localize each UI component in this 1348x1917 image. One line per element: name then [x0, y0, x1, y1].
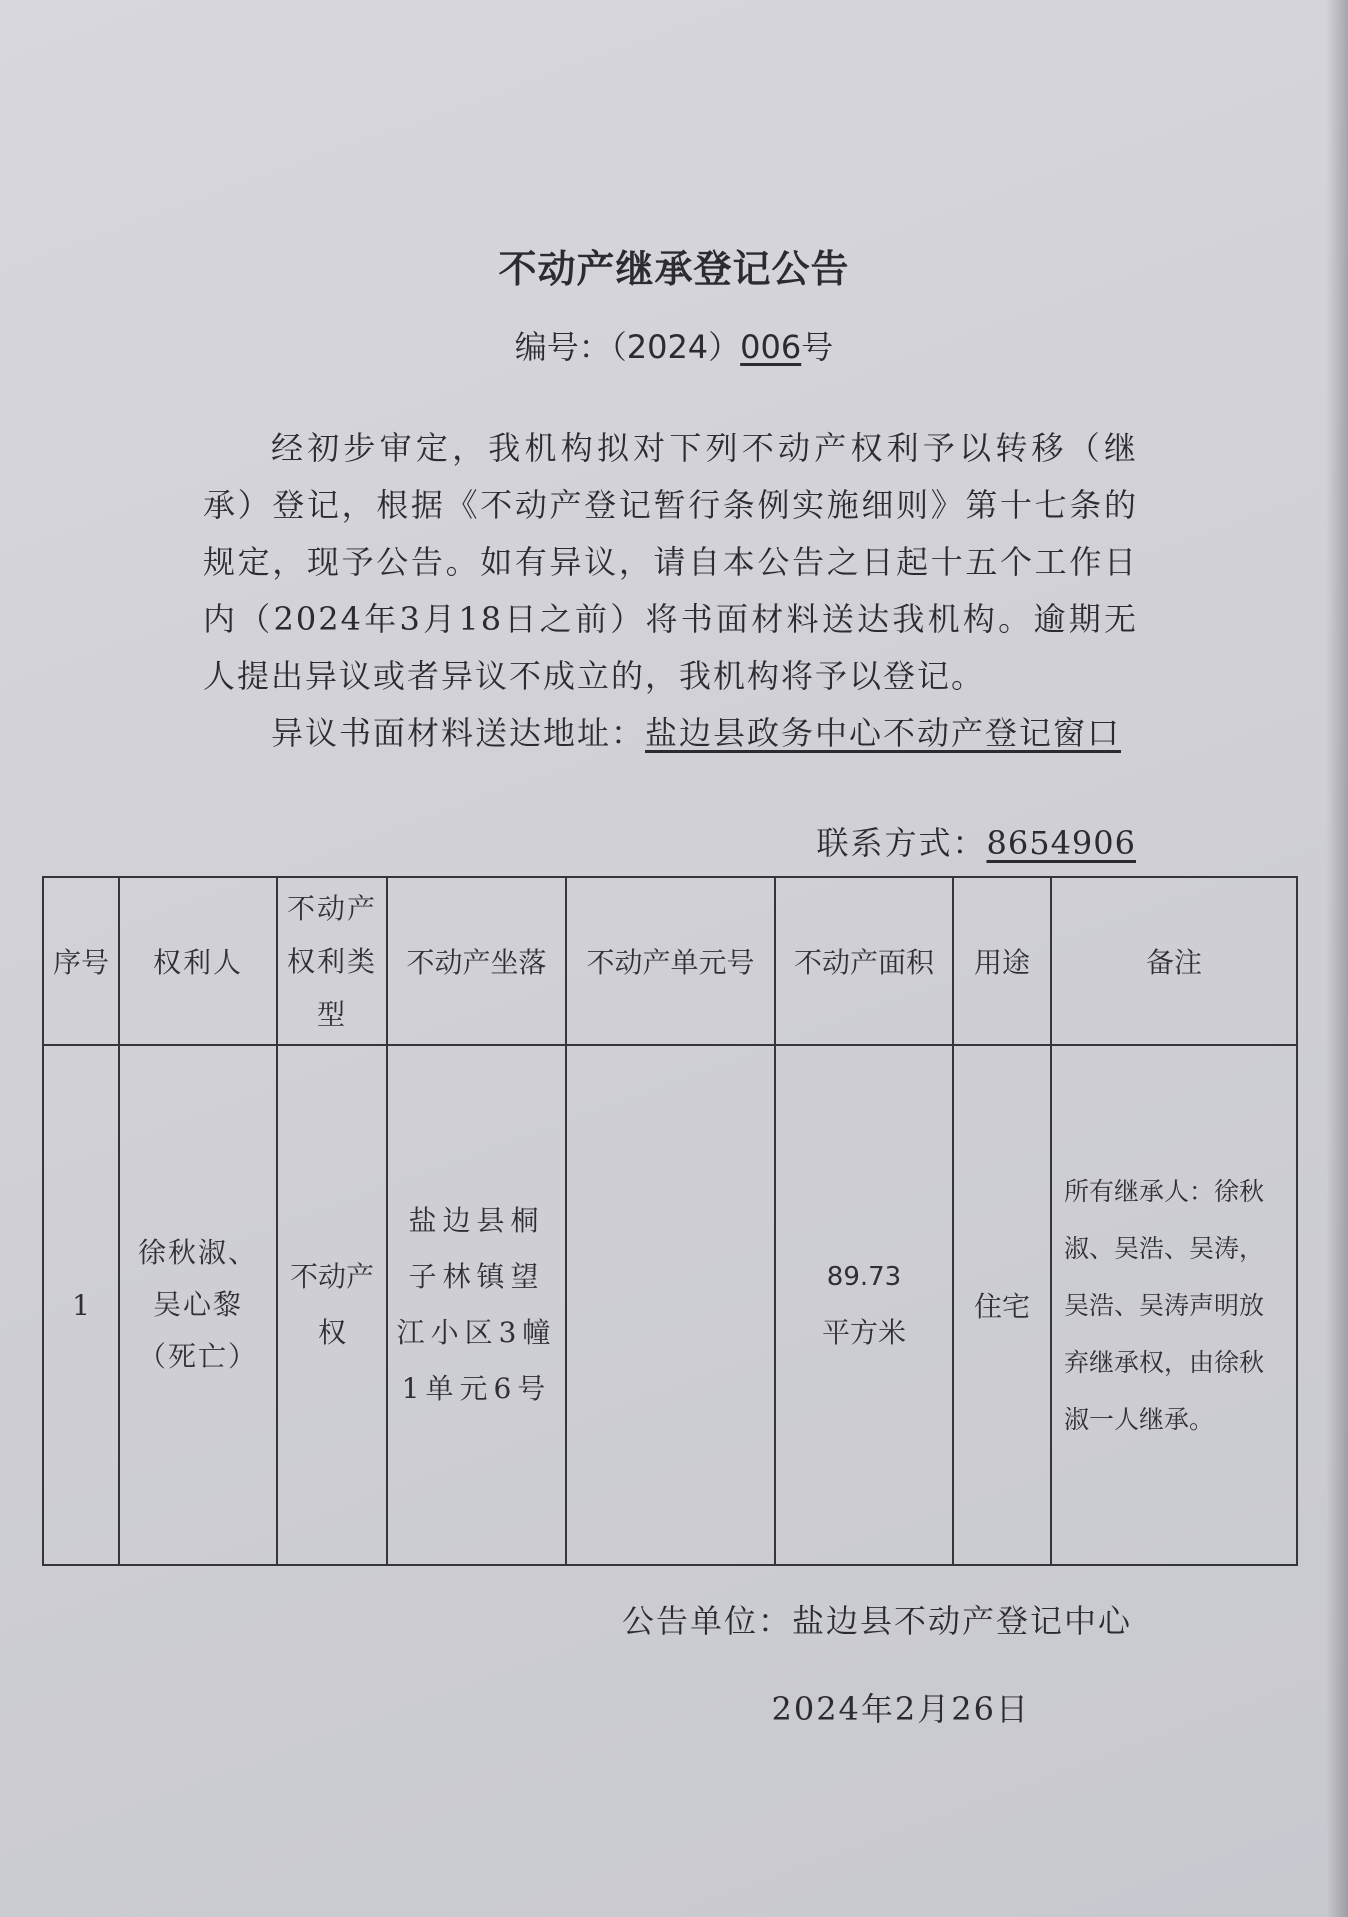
area-unit: 平方米: [821, 1316, 906, 1349]
notice-title: 不动产继承登记公告: [498, 247, 850, 291]
issuer-label: 公告单位：: [621, 1602, 792, 1640]
notice-number-prefix: 编号：（2024）: [514, 328, 741, 366]
header-location: 不动产坐落: [387, 877, 566, 1045]
header-seq: 序号: [43, 877, 119, 1045]
page-edge-shadow: [1326, 0, 1348, 1917]
cell-area: [775, 1045, 953, 1565]
header-remarks: 备注: [1051, 877, 1297, 1045]
cell-right-type: 不动产权: [277, 1045, 387, 1565]
issuer-line: [622, 1596, 1132, 1642]
issuer-name: 盐边县不动产登记中心: [791, 1602, 1132, 1640]
contact-label: 联系方式：: [816, 824, 987, 862]
header-unit-number: 不动产单元号: [566, 877, 775, 1045]
contact-phone: 8654906: [986, 824, 1136, 862]
notice-paragraph: 经初步审定，我机构拟对下列不动产权利予以转移（继承）登记，根据《不动产登记暂行条例实施细则》第十七条的规定，现予公告。如有异议，请自本公告之日起十五个工作日内（2024年3月18日之前）将书面材料送达我机构。逾期无人提出异议或者异议不成立的，我机构将予以登记。: [203, 429, 1138, 695]
cell-seq: 1: [43, 1045, 119, 1565]
cell-owner: 徐秋淑、吴心黎（死亡）: [119, 1045, 277, 1565]
property-table: [42, 876, 1298, 1566]
cell-usage: 住宅: [953, 1045, 1051, 1565]
table-header-row: [43, 877, 1297, 1045]
contact-line: [816, 818, 1136, 864]
notice-number-value: 006: [740, 328, 802, 366]
area-value: 89.73: [826, 1262, 902, 1292]
address-value: 盐边县政务中心不动产登记窗口: [645, 714, 1122, 752]
notice-number: [0, 322, 1348, 368]
table-row: [43, 1045, 1297, 1565]
header-right-type: 不动产权利类型: [277, 877, 387, 1045]
header-usage: 用途: [953, 877, 1051, 1045]
cell-remarks: 所有继承人：徐秋淑、吴浩、吴涛，吴浩、吴涛声明放弃继承权，由徐秋淑一人继承。: [1051, 1045, 1297, 1565]
notice-date: 2024年2月26日: [771, 1690, 1030, 1728]
cell-unit-number: [566, 1045, 775, 1565]
cell-location: 盐边县桐子林镇望江小区3幢1单元6号: [387, 1045, 566, 1565]
objection-address: [203, 705, 1138, 762]
address-label: 异议书面材料送达地址：: [271, 714, 646, 752]
header-owner: 权利人: [119, 877, 277, 1045]
notice-body: [203, 420, 1138, 762]
notice-number-suffix: 号: [801, 328, 834, 366]
header-area: 不动产面积: [775, 877, 953, 1045]
